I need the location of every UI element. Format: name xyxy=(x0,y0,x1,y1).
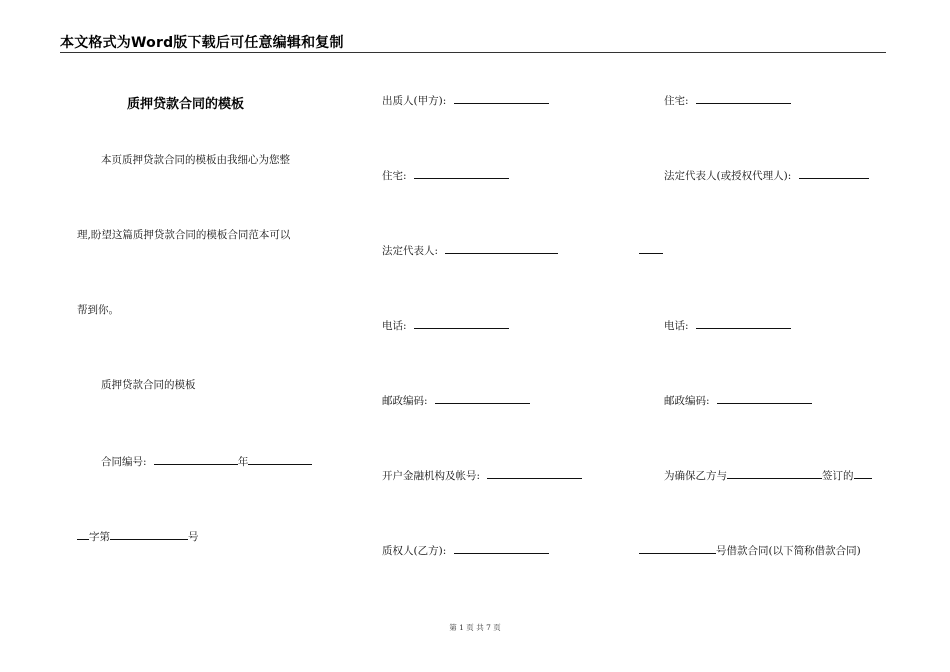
pledgee-postcode-line xyxy=(664,392,812,408)
pledgor-postcode-label: 邮政编码: xyxy=(382,395,428,407)
number-blank xyxy=(110,528,188,540)
subtitle: 质押贷款合同的模板 xyxy=(101,379,196,391)
header-text: 本文格式为Word版下载后可任意编辑和复制 xyxy=(60,35,344,51)
pledgor-residence-label: 住宅: xyxy=(382,170,407,182)
year-label: 年 xyxy=(237,456,249,468)
pledgor-phone-blank xyxy=(414,317,509,329)
pledgor-residence-line xyxy=(382,167,509,183)
guarantee-line xyxy=(664,467,872,483)
pledgor-legal-rep-blank xyxy=(445,242,558,254)
pledgor-postcode-blank xyxy=(435,392,530,404)
pledgee-phone-blank xyxy=(696,317,791,329)
pledgee-blank xyxy=(454,542,549,554)
guarantee-prefix: 为确保乙方与 xyxy=(664,470,727,482)
contract-no-label: 合同编号: xyxy=(101,456,147,468)
guarantee-tail-blank xyxy=(854,467,872,479)
pledgor-label: 出质人(甲方): xyxy=(382,95,447,107)
pledgee-postcode-blank xyxy=(717,392,812,404)
pledgor-phone-line xyxy=(382,317,509,333)
bank-account-line xyxy=(382,467,582,483)
intro-line-2: 理,盼望这篇质押贷款合同的模板合同范本可以 xyxy=(77,229,291,241)
pledgor-postcode-line xyxy=(382,392,530,408)
loan-contract-line xyxy=(639,542,861,558)
pledgee-label: 质权人(乙方): xyxy=(382,545,447,557)
pledgee-phone-line xyxy=(664,317,791,333)
loan-contract-suffix: 号借款合同(以下简称借款合同) xyxy=(716,545,861,557)
pledgor-phone-label: 电话: xyxy=(382,320,407,332)
pledgor-blank xyxy=(454,92,549,104)
pledgee-legal-rep-label: 法定代表人(或授权代理人): xyxy=(664,170,792,182)
char-label: 字第 xyxy=(89,531,110,543)
pledgee-residence-label: 住宅: xyxy=(664,95,689,107)
bank-account-blank xyxy=(487,467,582,479)
legal-rep-continuation-line xyxy=(639,242,663,258)
pledgor-residence-blank xyxy=(414,167,509,179)
pledgor-legal-rep-label: 法定代表人: xyxy=(382,245,439,257)
pledgee-residence-blank xyxy=(696,92,791,104)
guarantee-signed: 签订的 xyxy=(822,470,854,482)
legal-rep-continuation-blank xyxy=(639,242,663,254)
bank-account-label: 开户金融机构及帐号: xyxy=(382,470,481,482)
pledgee-line xyxy=(382,542,549,558)
pledgee-legal-rep-line xyxy=(664,167,869,183)
char-prefix-blank xyxy=(77,528,89,540)
document-title: 质押贷款合同的模板 xyxy=(127,97,245,112)
pledgee-residence-line xyxy=(664,92,791,108)
intro-line-3: 帮到你。 xyxy=(77,304,119,316)
number-label: 号 xyxy=(188,531,199,543)
pledgee-phone-label: 电话: xyxy=(664,320,689,332)
contract-char-line xyxy=(77,528,199,544)
header-rule xyxy=(60,52,886,53)
pledgee-legal-rep-blank xyxy=(799,167,869,179)
contract-no-blank xyxy=(154,453,238,465)
pledgor-legal-rep-line xyxy=(382,242,558,258)
year-blank xyxy=(248,453,312,465)
guarantee-party-blank xyxy=(727,467,822,479)
pledgee-postcode-label: 邮政编码: xyxy=(664,395,710,407)
contract-number-line xyxy=(101,453,312,469)
loan-contract-no-blank xyxy=(639,542,716,554)
page-footer: 第 1 页 共 7 页 xyxy=(449,623,501,632)
intro-line-1: 本页质押贷款合同的模板由我细心为您整 xyxy=(101,154,290,166)
pledgor-line xyxy=(382,92,549,108)
